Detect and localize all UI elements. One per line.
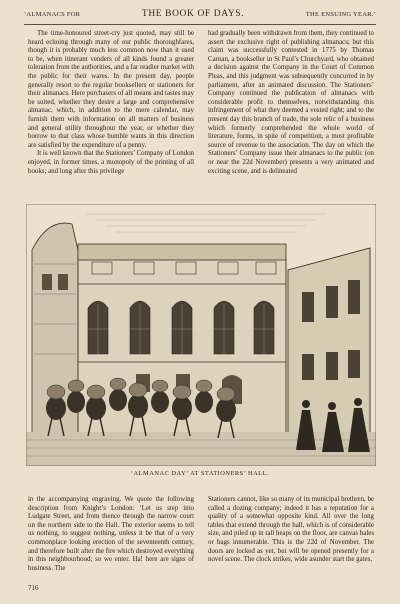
running-head-right: THE ENSUING YEAR.’ bbox=[305, 11, 376, 18]
paragraph: in the accompanying engraving. We quote the following description from Knight’s London: ‘Let us step into Ludgate Street, and from thence through the narrow court on the northern side to the Hall. The exterior seems to tell us nothing, to suggest nothing, unless it be that of a very commonplace looking erection of the seventeenth century, and therefore built after the fire which destroyed everything in this neighbourhood; so we enter. Ha! here are signs of business. The bbox=[28, 496, 194, 572]
paragraph: The time-honoured street-cry just quoted, may still be heard echoing through many of our public thoroughfares, though it is probably much less common now than it used to be, when itinerant venders of all kinds found a greater toleration from the authorities, and a far readier market with the public for their wares. In the present day, people generally resort to the regular booksellers or stationers for their almanacs. Here purchasers of all means and tastes may be suited, whether they desire a large and comprehensive almanac, which, in addition to the mere calendar, may furnish them with information on all matters of business and general utility throughout the year, or whether they borrow to that class whose humble wants in this direction are satisfied by the expenditure of a penny. bbox=[28, 30, 194, 149]
bottom-right-column bbox=[208, 496, 374, 582]
header-rule bbox=[24, 24, 376, 25]
engraving-caption: ‘ALMANAC DAY’ AT STATIONERS’ HALL. bbox=[130, 470, 270, 477]
running-head bbox=[24, 9, 376, 23]
paragraph: Stationers cannot, like so many of its municipal brethren, be called a dozing company; indeed it has a reputation for a quality of a somewhat opposite kind. All over the long tables that extend through the hall, which is of considerable size, and piled up in tall heaps on the floor, are canvas bales or bags innumerable. This is the 22d of November. The doors are locked as yet, but will be opened presently for a novel scene. The clock strikes, wide asunder start the gates, bbox=[208, 496, 374, 564]
running-head-title: THE BOOK OF DAYS. bbox=[141, 9, 245, 19]
running-head-left: ‘ALMANACS FOR bbox=[24, 11, 81, 18]
top-right-column bbox=[208, 30, 374, 220]
bottom-left-column bbox=[28, 496, 194, 582]
almanac-day-engraving bbox=[26, 204, 376, 466]
top-left-column bbox=[28, 30, 194, 220]
page-number: 716 bbox=[28, 584, 39, 592]
paragraph: It is well known that the Stationers’ Company of London enjoyed, in former times, a monopoly of the printing of all books; and long after this privilege bbox=[28, 150, 194, 175]
paragraph: had gradually been withdrawn from them, they continued to assert the exclusive right of publishing almanacs; but this claim was successfully contested in 1775 by Thomas Carnan, a bookseller in St Paul’s Churchyard, who obtained a decision against the Company in the Court of Common Pleas, and this judgment was subsequently concurred in by parliament, after an animated discussion. The Stationers’ Company continued the publication of almanacs with considerable profit to themselves, notwithstanding this infringement of what they deemed a vested right; and to the present day this branch of trade, the sole relic of a business which formerly comprehended the whole world of literature, forms, in spite of competition, a most profitable source of revenue to the association. The day on which the Stationers’ Company issue their almanacs to the public (on or near the 22d November) presents a very animated and exciting scene, and is delineated bbox=[208, 30, 374, 175]
